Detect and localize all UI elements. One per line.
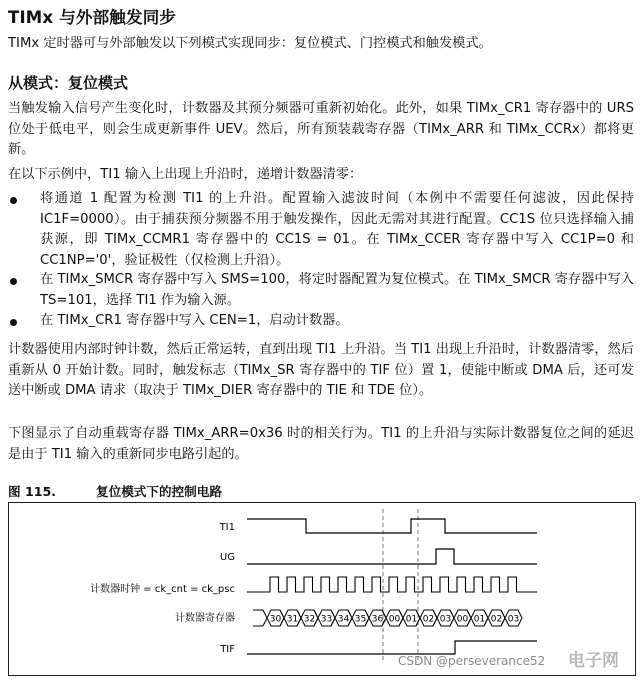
counter-value-label: 31 <box>286 614 299 625</box>
intro-paragraph: TIMx 定时器可与外部触发以下列模式实现同步：复位模式、门控模式和触发模式。 <box>8 36 492 51</box>
bullet-text: 将通道 1 配置为检测 TI1 的上升沿。配置输入滤波时间（本例中不需要任何滤波，因此保持 IC1F=0000）。由于捕获预分频器不用于触发操作，因此无需对其进行配置。CC1S 位只选择输入捕获源，即 TIMx_CCMR1 寄存器中的 CC1S = 01。在 TIMx_CCER 寄存器中写入 CC1P=0 和 CC1NP='0'，验证极性（仅检测上升沿）。 <box>40 191 634 268</box>
reset-mode-paragraph: 当触发输入信号产生变化时，计数器及其预分频器可重新初始化。此外，如果 TIMx_CR1 寄存器中的 URS 位处于低电平，则会生成更新事件 UEV。然后，所有预装载寄存器（TIMx_ARR 和 TIMx_CCRx）都将更新。 <box>8 101 634 157</box>
figure-title: 复位模式下的控制电路 <box>96 484 222 499</box>
counter-value-label: 00 <box>456 614 469 625</box>
counter-value-label: 03 <box>507 614 520 625</box>
page-title: TIMx 与外部触发同步 <box>8 8 177 27</box>
counter-value-label: 01 <box>473 614 486 625</box>
watermark <box>398 646 634 674</box>
counter-label: 计数器寄存器 <box>175 613 235 624</box>
counter-value-label: 02 <box>490 614 503 625</box>
example-intro-paragraph: 在以下示例中，TI1 输入上出现上升沿时，递增计数器清零： <box>8 167 363 182</box>
section-title: 从模式：复位模式 <box>8 74 129 92</box>
watermark-logo: 电子网 <box>568 651 619 671</box>
counter-value-label: 36 <box>371 614 384 625</box>
counter-value-label: 03 <box>439 614 452 625</box>
counter-value-label: 02 <box>422 614 435 625</box>
counter-value-label: 00 <box>388 614 401 625</box>
ug-label: UG <box>219 552 235 563</box>
bullet-text: 在 TIMx_CR1 寄存器中写入 CEN=1，启动计数器。 <box>40 313 349 328</box>
counter-value-label: 35 <box>354 614 367 625</box>
bullet-text: 在 TIMx_SMCR 寄存器中写入 SMS=100，将定时器配置为复位模式。在 TIMx_SMCR 寄存器中写入 TS=101，选择 TI1 作为输入源。 <box>40 272 634 308</box>
clock-waveform <box>247 577 537 592</box>
ti1-waveform <box>247 519 537 533</box>
csdn-watermark: CSDN @perseverance52 <box>398 654 546 668</box>
counter-behavior-paragraph: 计数器使用内部时钟计数，然后正常运转，直到出现 TI1 上升沿。当 TI1 出现上升沿时，计数器清零，然后重新从 0 开始计数。同时，触发标志（TIMx_SR 寄存器中的 TIF 位）置 1，使能中断或 DMA 后，还可发送中断或 DMA 请求（取决于 TIMx_DIER 寄存器中的 TIE 和 TDE 位）。 <box>8 342 634 398</box>
clock-pulses <box>247 577 537 592</box>
counter-bus-lead <box>253 610 263 626</box>
counter-value-label: 01 <box>405 614 418 625</box>
counter-value-label: 32 <box>303 614 316 625</box>
bullet-icon <box>10 319 17 326</box>
figure-number: 图 115. <box>8 484 57 499</box>
ti1-label: TI1 <box>219 522 235 533</box>
counter-value-label: 33 <box>320 614 333 625</box>
figure-caption <box>8 481 222 500</box>
bullet-icon <box>10 278 17 285</box>
counter-value-label: 30 <box>269 614 282 625</box>
counter-value-label: 34 <box>337 614 350 625</box>
figure-description-paragraph: 下图显示了自动重载寄存器 TIMx_ARR=0x36 时的相关行为。TI1 的上升沿与实际计数器复位之间的延迟是由于 TI1 输入的重新同步电路引起的。 <box>8 426 634 462</box>
counter-register <box>253 610 522 626</box>
tif-label: TIF <box>220 644 235 655</box>
clock-label: 计数器时钟 = ck_cnt = ck_psc <box>90 584 235 595</box>
ug-waveform <box>247 549 537 564</box>
bullet-icon <box>10 197 17 204</box>
